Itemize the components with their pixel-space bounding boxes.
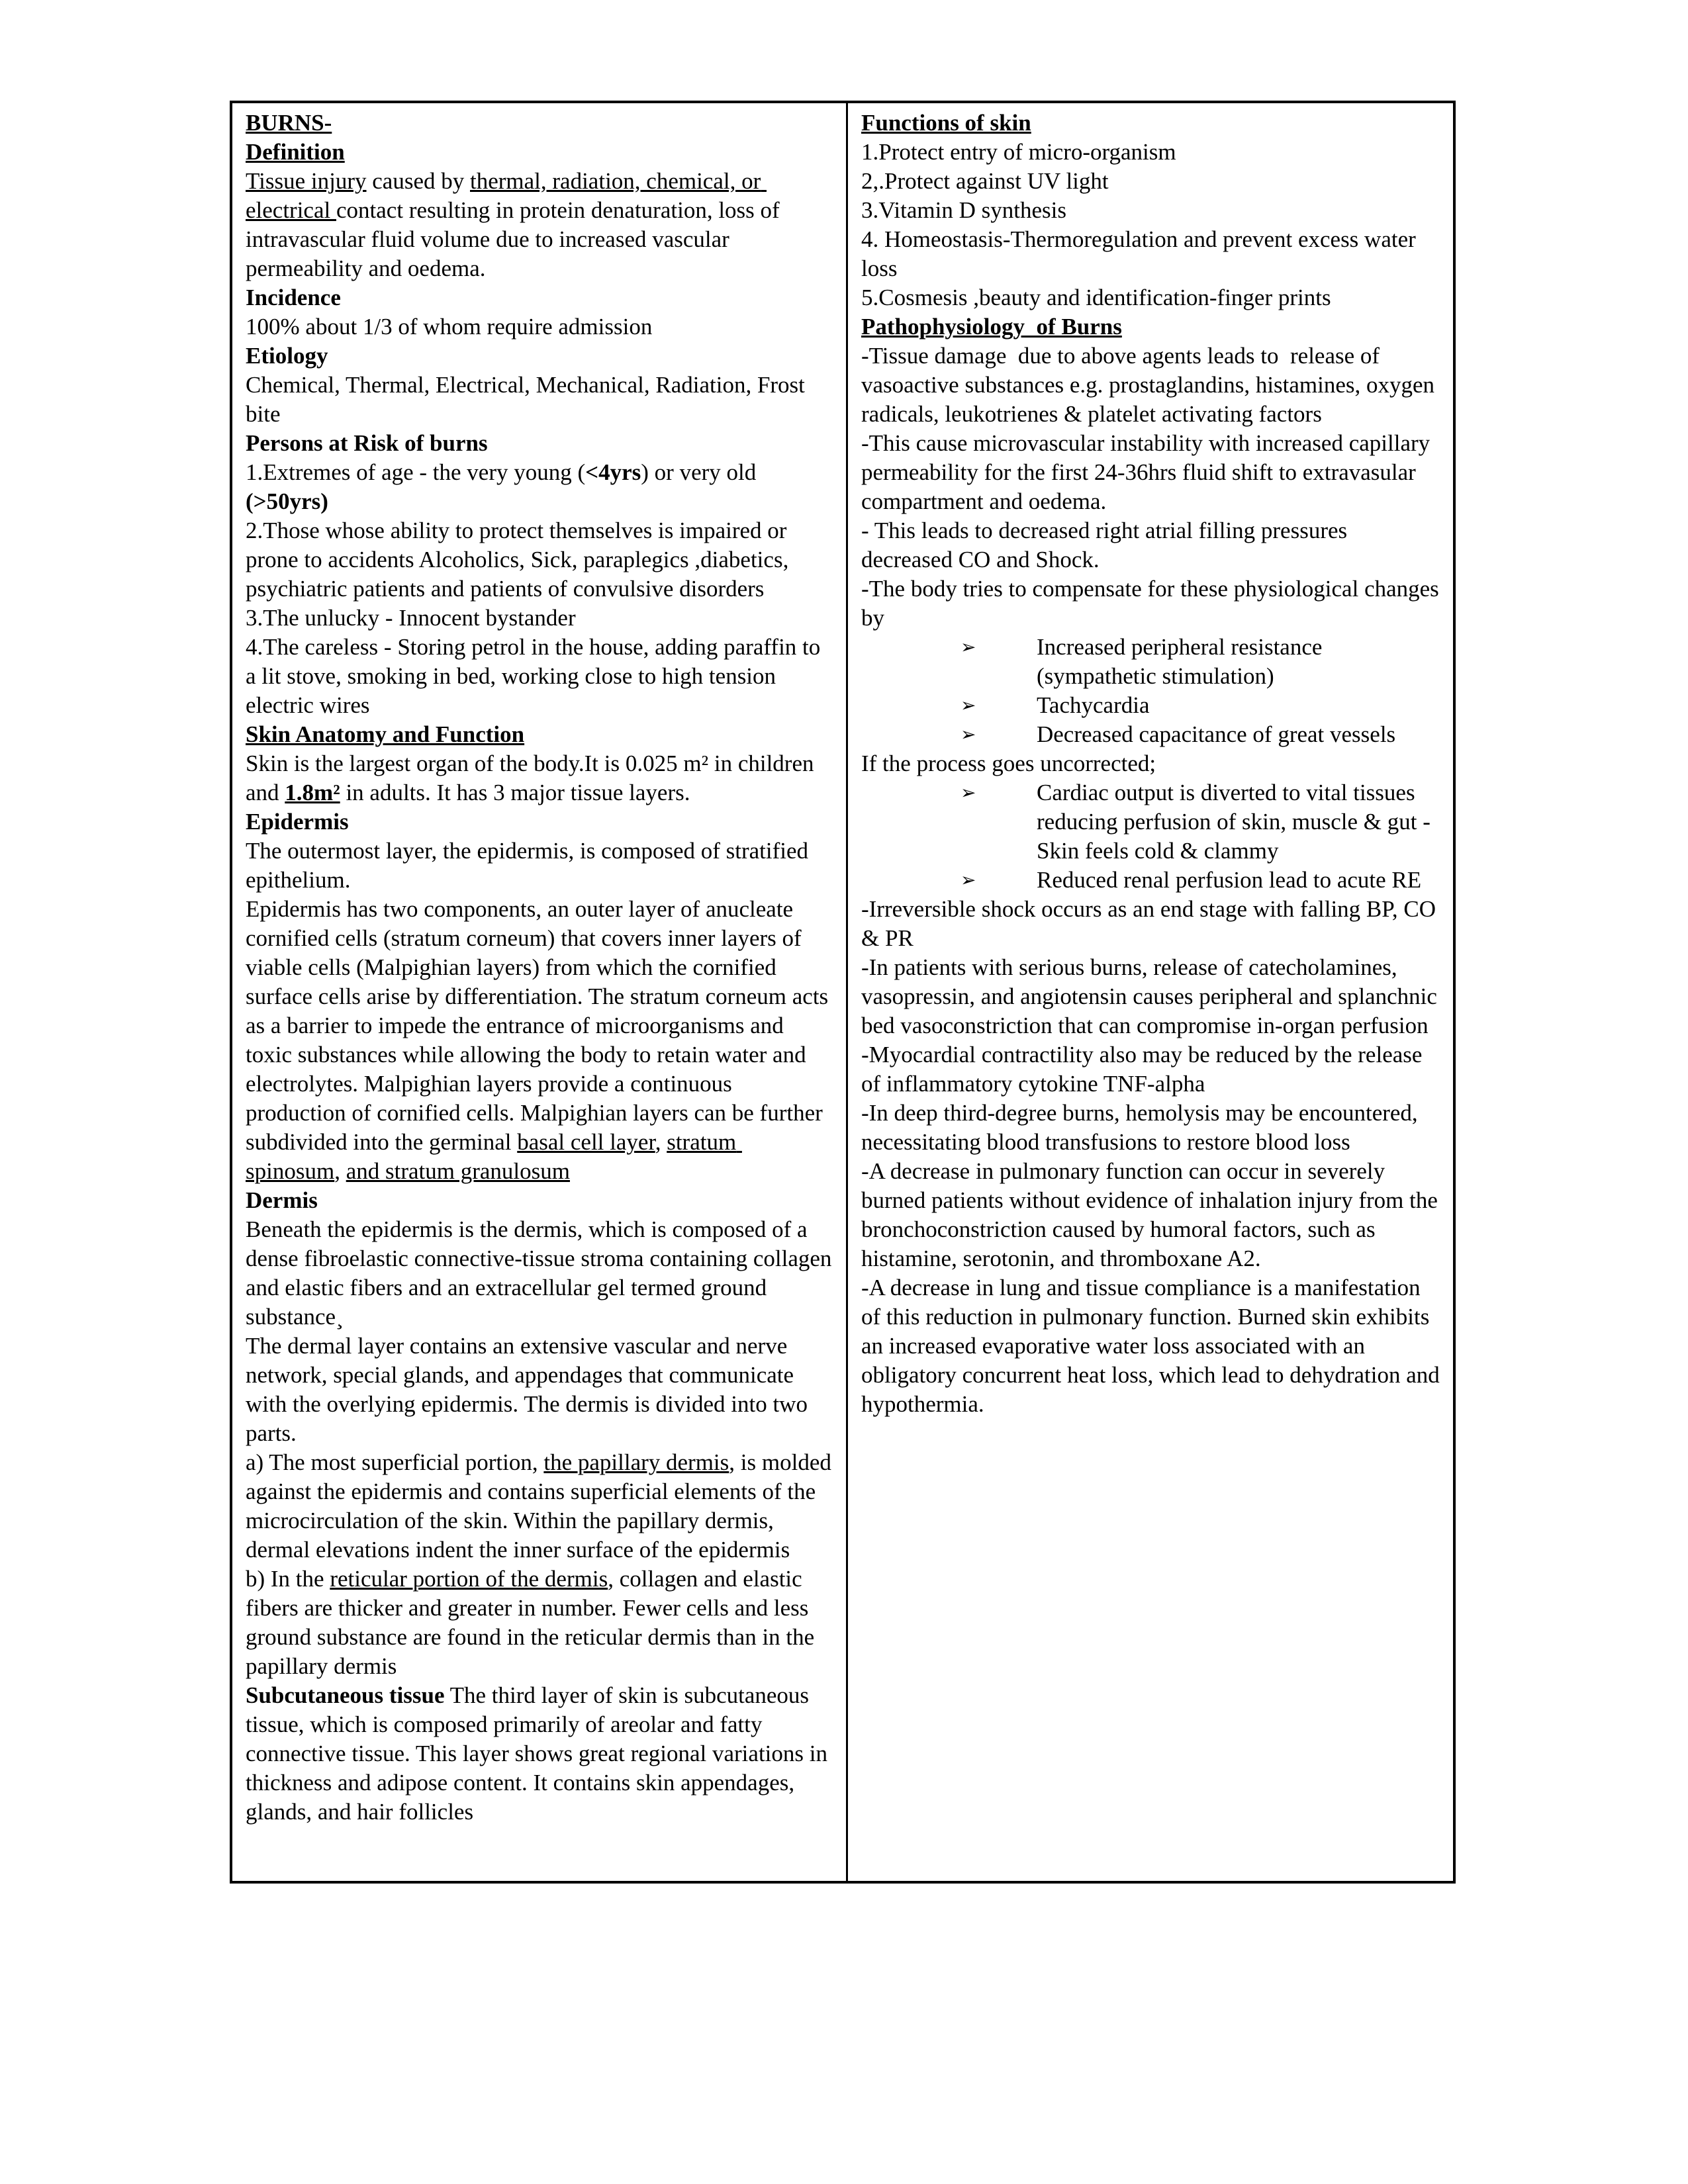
paragraph: -This cause microvascular instability with increased capillary permeability for the first 24-36hrs fluid shift to extravasular compartment and oedema.	[861, 430, 1436, 514]
text-segment: (>50yrs)	[246, 488, 328, 514]
text-segment: ,	[655, 1129, 667, 1155]
paragraph: 4.The careless - Storing petrol in the house, adding paraffin to a lit stove, smoking in bed, working close to high tension electric wires	[246, 634, 827, 718]
paragraph: If the process goes uncorrected;	[861, 751, 1156, 776]
arrowhead-bullet-icon: ➢	[961, 782, 976, 803]
paragraph: Chemical, Thermal, Electrical, Mechanical, Radiation, Frost bite	[246, 372, 811, 427]
section-heading: Definition	[246, 139, 345, 165]
paragraph	[246, 1565, 834, 1681]
text-segment: the papillary dermis	[543, 1449, 729, 1475]
bullet-item	[861, 778, 1441, 866]
paragraph: 2,.Protect against UV light	[861, 168, 1109, 194]
sub-heading: Persons at Risk of burns	[246, 430, 488, 456]
bullet-text: Tachycardia	[1037, 692, 1150, 718]
burns-notes-table	[230, 101, 1456, 1884]
sub-heading: Incidence	[246, 285, 341, 310]
paragraph: -A decrease in lung and tissue compliance is a manifestation of this reduction in pulmonary function. Burned skin exhibits an increased evaporative water loss associated with an obligatory concurrent heat loss, which lead to dehydration and hypothermia.	[861, 1275, 1452, 1417]
paragraph: 1.Protect entry of micro-organism	[861, 139, 1176, 165]
text-segment: ) or very old	[641, 459, 763, 485]
paragraph	[246, 167, 834, 283]
text-segment: , collagen and elastic fibers are thicker and greater in number. Fewer cells and less ground substance are found in the reticular dermis than in the papillary dermis	[246, 1566, 820, 1679]
bullet-item	[861, 691, 1441, 720]
text-segment: Tissue injury	[246, 168, 367, 194]
bullet-item	[861, 720, 1441, 749]
text-segment: ,	[334, 1158, 346, 1184]
paragraph: -Irreversible shock occurs as an end stage with falling BP, CO & PR	[861, 896, 1442, 951]
text-segment: basal cell layer	[517, 1129, 655, 1155]
paragraph: -The body tries to compensate for these physiological changes by	[861, 576, 1445, 631]
text-segment: reticular portion of the dermis	[330, 1566, 608, 1592]
text-segment: 1.8m²	[285, 780, 340, 805]
paragraph: 3.The unlucky - Innocent bystander	[246, 605, 576, 631]
text-segment: caused by	[366, 168, 470, 194]
paragraph: -A decrease in pulmonary function can occur in severely burned patients without evidence of inhalation injury from the bronchoconstriction caused by humoral factors, such as histamine, serotonin, and thromboxane A2.	[861, 1158, 1444, 1271]
text-segment: Subcutaneous tissue	[246, 1682, 445, 1708]
sub-heading: Epidermis	[246, 809, 349, 835]
paragraph: The outermost layer, the epidermis, is composed of stratified epithelium.	[246, 838, 814, 893]
paragraph: The dermal layer contains an extensive vascular and nerve network, special glands, and appendages that communicate with the overlying epidermis. The dermis is divided into two parts.	[246, 1333, 814, 1446]
paragraph	[246, 1448, 837, 1565]
text-segment: stratum spinosum	[246, 1129, 742, 1184]
left-column	[232, 103, 848, 1881]
paragraph: -In patients with serious burns, release of catecholamines, vasopressin, and angiotensin causes peripheral and splanchnic bed vasoconstriction that can compromise in-organ perfusion	[861, 954, 1443, 1038]
sub-heading: Dermis	[246, 1187, 318, 1213]
text-segment: contact resulting in protein denaturation, loss of intravascular fluid volume due to increased vascular permeability and oedema.	[246, 197, 786, 281]
text-segment: and stratum granulosum	[346, 1158, 570, 1184]
arrowhead-bullet-icon: ➢	[961, 636, 976, 658]
section-heading: Skin Anatomy and Function	[246, 721, 525, 747]
right-column	[848, 103, 1453, 1881]
section-heading: Pathophysiology of Burns	[861, 314, 1122, 340]
text-segment: in adults. It has 3 major tissue layers.	[340, 780, 690, 805]
paragraph: -In deep third-degree burns, hemolysis may be encountered, necessitating blood transfusions to restore blood loss	[861, 1100, 1424, 1155]
text-segment: thermal, radiation, chemical, or electrical	[246, 168, 767, 223]
paragraph	[246, 458, 834, 516]
section-heading: Functions of skin	[861, 110, 1031, 136]
paragraph	[246, 895, 834, 1186]
paragraph: 100% about 1/3 of whom require admission	[246, 314, 653, 340]
paragraph: Beneath the epidermis is the dermis, which is composed of a dense fibroelastic connective-tissue stroma containing collagen and elastic fibers and an extracellular gel termed ground substance¸	[246, 1216, 838, 1330]
arrowhead-bullet-icon: ➢	[961, 694, 976, 716]
text-segment: <4yrs	[585, 459, 641, 485]
text-segment: Skin is the largest organ of the body.It is 0.025 m² in children and	[246, 751, 820, 805]
text-segment: 1.Extremes of age - the very young (	[246, 459, 586, 485]
arrowhead-bullet-icon: ➢	[961, 723, 976, 745]
paragraph	[246, 1681, 834, 1827]
text-segment: a) The most superficial portion,	[246, 1449, 544, 1475]
paragraph	[246, 749, 834, 807]
text-segment: b) In the	[246, 1566, 330, 1592]
paragraph: -Myocardial contractility also may be reduced by the release of inflammatory cytokine TNF-alpha	[861, 1042, 1429, 1097]
section-heading: BURNS-	[246, 110, 332, 136]
paragraph: 5.Cosmesis ,beauty and identification-finger prints	[861, 285, 1331, 310]
paragraph: 2.Those whose ability to protect themselves is impaired or prone to accidents Alcoholics, Sick, paraplegics ,diabetics, psychiatric patients and patients of convulsive disorders	[246, 518, 795, 602]
text-segment: , is molded against the epidermis and contains superficial elements of the microcirculation of the skin. Within the papillary dermis, dermal elevations indent the inner surface of the epidermis	[246, 1449, 837, 1563]
bullet-text: Reduced renal perfusion lead to acute RE	[1037, 867, 1422, 893]
text-segment: Epidermis has two components, an outer layer of anucleate cornified cells (stratum corneum) that covers inner layers of viable cells (Malpighian layers) from which the cornified surface cells arise by differentiation. The stratum corneum acts as a barrier to impede the entrance of microorganisms and toxic substances while allowing the body to retain water and electrolytes. Malpighian layers provide a continuous production of cornified cells. Malpighian layers can be further subdivided into the germinal	[246, 896, 834, 1155]
arrowhead-bullet-icon: ➢	[961, 869, 976, 891]
paragraph: - This leads to decreased right atrial filling pressures decreased CO and Shock.	[861, 518, 1353, 572]
paragraph: 4. Homeostasis-Thermoregulation and prevent excess water loss	[861, 226, 1422, 281]
bullet-text: Decreased capacitance of great vessels	[1037, 721, 1396, 747]
bullet-item	[861, 866, 1441, 895]
bullet-text: Cardiac output is diverted to vital tissues reducing perfusion of skin, muscle & gut - Skin feels cold & clammy	[1037, 780, 1436, 864]
paragraph: 3.Vitamin D synthesis	[861, 197, 1066, 223]
bullet-item	[861, 633, 1441, 691]
paragraph: -Tissue damage due to above agents leads to release of vasoactive substances e.g. prostaglandins, histamines, oxygen radicals, leukotrienes & platelet activating factors	[861, 343, 1440, 427]
text-segment: The third layer of skin is subcutaneous tissue, which is composed primarily of areolar and fatty connective tissue. This layer shows great regional variations in thickness and adipose content. It contains skin appendages, glands, and hair follicles	[246, 1682, 833, 1825]
bullet-text: Increased peripheral resistance (sympathetic stimulation)	[1037, 634, 1329, 689]
sub-heading: Etiology	[246, 343, 328, 369]
